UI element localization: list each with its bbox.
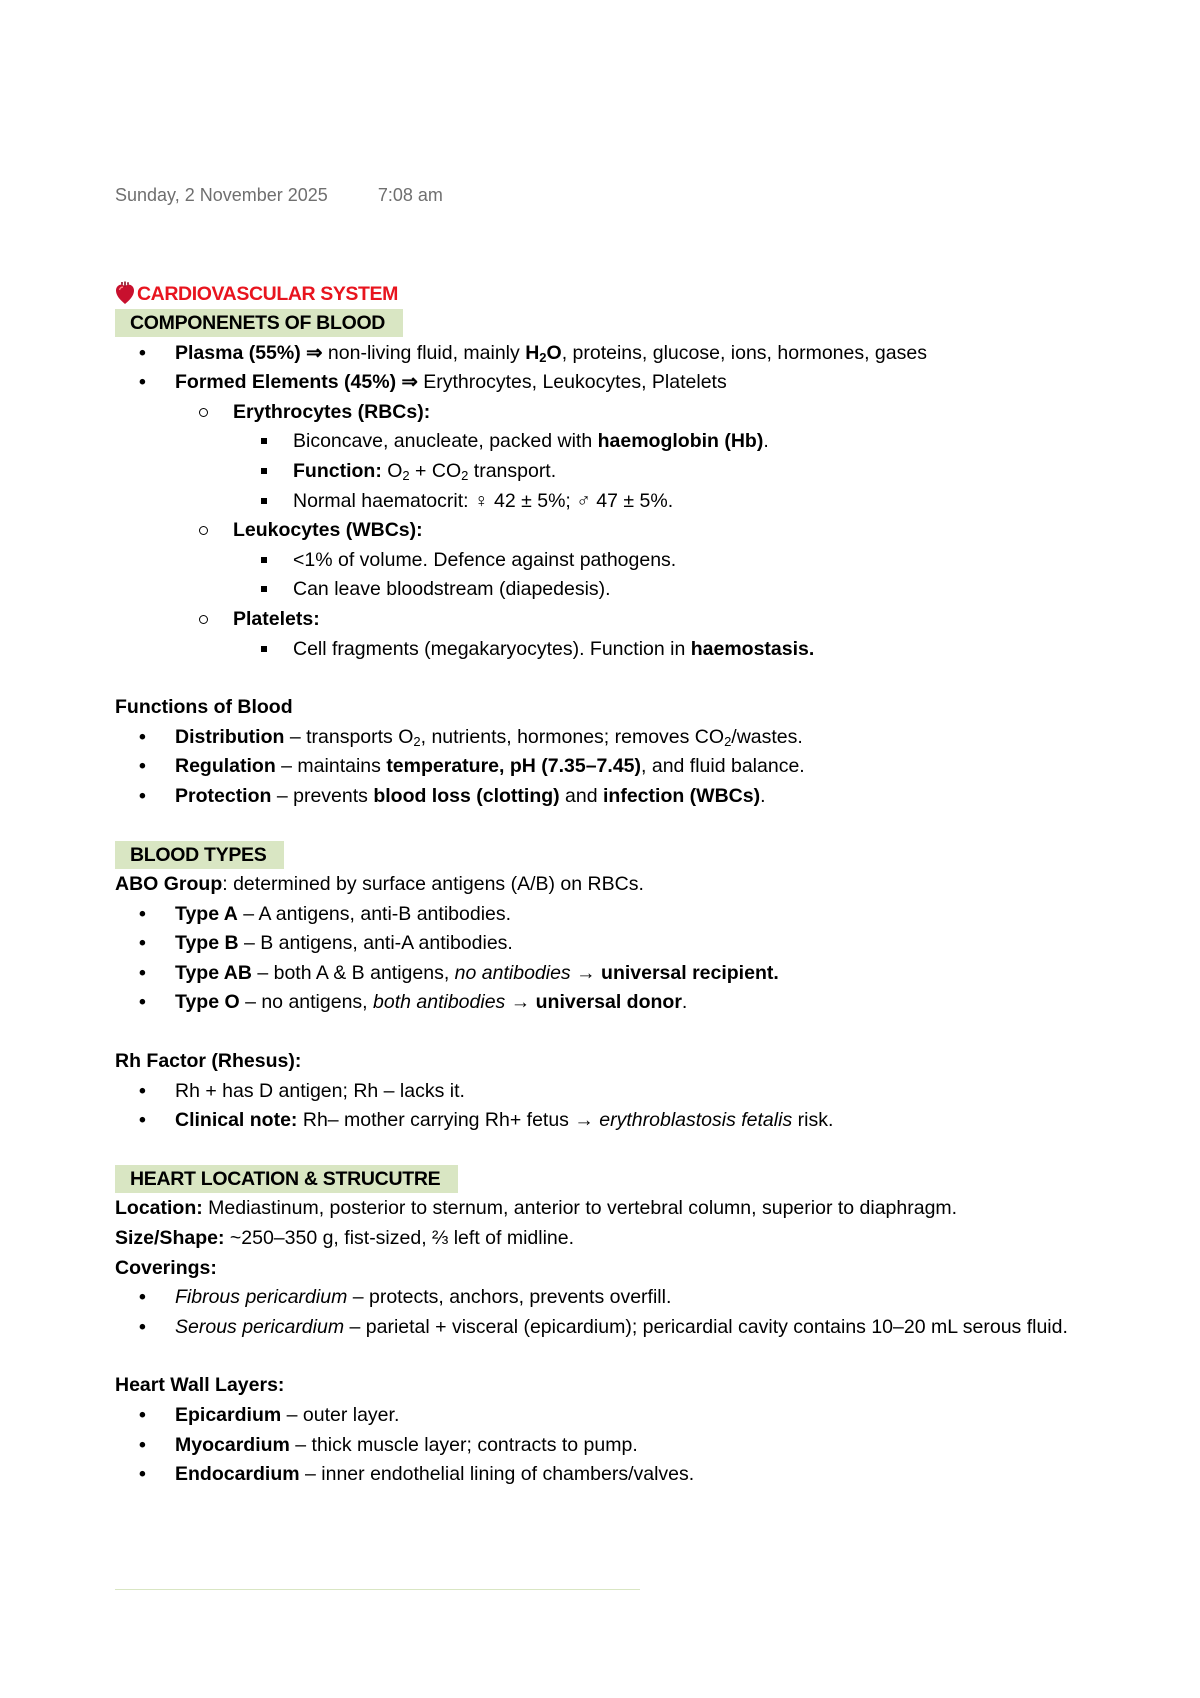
section-heading-blood-types: BLOOD TYPES	[115, 841, 1115, 871]
formed-elements-list	[115, 516, 1115, 546]
list-item-distribution: • Distribution – transports $O_2$, nutrients, hormones; removes $CO_2$/wastes.	[115, 723, 1115, 753]
rh-heading: Rh Factor (Rhesus):	[115, 1050, 302, 1073]
list-item: Normal haematocrit: ♀ 42 ± 5%; ♂ 47 ± 5%.	[115, 487, 1115, 517]
heart-wall-layers-list	[115, 1401, 1115, 1490]
list-item-platelets: Platelets:	[115, 605, 1115, 635]
list-item: Function: $O_2 + CO_2$ transport.	[115, 457, 1115, 487]
list-item-erythrocytes: Erythrocytes (RBCs):	[115, 398, 1115, 428]
list-item-protection: • Protection – prevents blood loss (clotting) and infection (WBCs).	[115, 782, 1115, 812]
list-item-formed-elements: • Formed Elements (45%) ⇒ Erythrocytes, Leukocytes, Platelets	[115, 368, 1115, 398]
formed-elements-list	[115, 605, 1115, 635]
abo-group-line: ABO Group: determined by surface antigens (A/B) on RBCs.	[115, 873, 644, 896]
note-body[interactable]	[115, 280, 1115, 1490]
erythrocytes-list	[115, 427, 1115, 516]
functions-heading: Functions of Blood	[115, 696, 293, 719]
functions-list	[115, 723, 1115, 812]
blood-types-list	[115, 900, 1115, 1018]
list-item-type-o: • Type O – no antigens, both antibodies → universal donor.	[115, 988, 1115, 1018]
list-item-rh: • Rh + has D antigen; Rh – lacks it.	[115, 1077, 1115, 1107]
list-item: <1% of volume. Defence against pathogens.	[115, 546, 1115, 576]
heart-wall-layers-heading: Heart Wall Layers:	[115, 1374, 285, 1397]
list-item-fibrous-pericardium: • Fibrous pericardium – protects, anchors, prevents overfill.	[115, 1283, 1115, 1313]
coverings-list	[115, 1283, 1115, 1342]
section-heading-components: COMPONENETS OF BLOOD	[115, 309, 1115, 339]
list-item: Cell fragments (megakaryocytes). Function in haemostasis.	[115, 635, 1115, 665]
leukocytes-list	[115, 546, 1115, 605]
platelets-list	[115, 635, 1115, 665]
list-item: Biconcave, anucleate, packed with haemoglobin (Hb).	[115, 427, 1115, 457]
section-heading-heart: HEART LOCATION & STRUCUTRE	[115, 1165, 1115, 1195]
list-item: Can leave bloodstream (diapedesis).	[115, 575, 1115, 605]
location-line: Location: Mediastinum, posterior to sternum, anterior to vertebral column, superior to diaphragm.	[115, 1197, 958, 1220]
list-item-serous-pericardium: • Serous pericardium – parietal + visceral (epicardium); pericardial cavity contains 10–20 mL serous fluid.	[115, 1313, 1075, 1343]
components-list	[115, 339, 1115, 398]
rh-list	[115, 1077, 1115, 1136]
size-shape-line: Size/Shape: ~250–350 g, fist-sized, ⅔ left of midline.	[115, 1227, 575, 1250]
list-item-type-a: • Type A – A antigens, anti-B antibodies.	[115, 900, 1115, 930]
page-title	[115, 280, 1115, 309]
list-item-endocardium: • Endocardium – inner endothelial lining of chambers/valves.	[115, 1460, 1115, 1490]
list-item-plasma: • Plasma (55%) ⇒ non-living fluid, mainly $H_2O$, proteins, glucose, ions, hormones, gases	[115, 339, 1115, 369]
list-item-type-b: • Type B – B antigens, anti-A antibodies.	[115, 929, 1115, 959]
note-time: 7:08 am	[377, 185, 443, 205]
list-item-clinical-note: • Clinical note: Rh– mother carrying Rh+ fetus → erythroblastosis fetalis risk.	[115, 1106, 1115, 1136]
list-item-regulation: • Regulation – maintains temperature, pH (7.35–7.45), and fluid balance.	[115, 752, 1115, 782]
list-item-leukocytes: Leukocytes (WBCs):	[115, 516, 1115, 546]
note-date: Sunday, 2 November 2025	[115, 185, 328, 205]
divider	[115, 1589, 640, 1590]
list-item-epicardium: • Epicardium – outer layer.	[115, 1401, 1115, 1431]
heart-icon	[115, 281, 135, 305]
formed-elements-list	[115, 398, 1115, 428]
note-timestamp	[115, 182, 443, 208]
title-text: CARDIOVASCULAR SYSTEM	[137, 283, 399, 305]
coverings-heading: Coverings:	[115, 1256, 217, 1279]
list-item-myocardium: • Myocardium – thick muscle layer; contracts to pump.	[115, 1431, 1115, 1461]
list-item-type-ab: • Type AB – both A & B antigens, no antibodies → universal recipient.	[115, 959, 1115, 989]
